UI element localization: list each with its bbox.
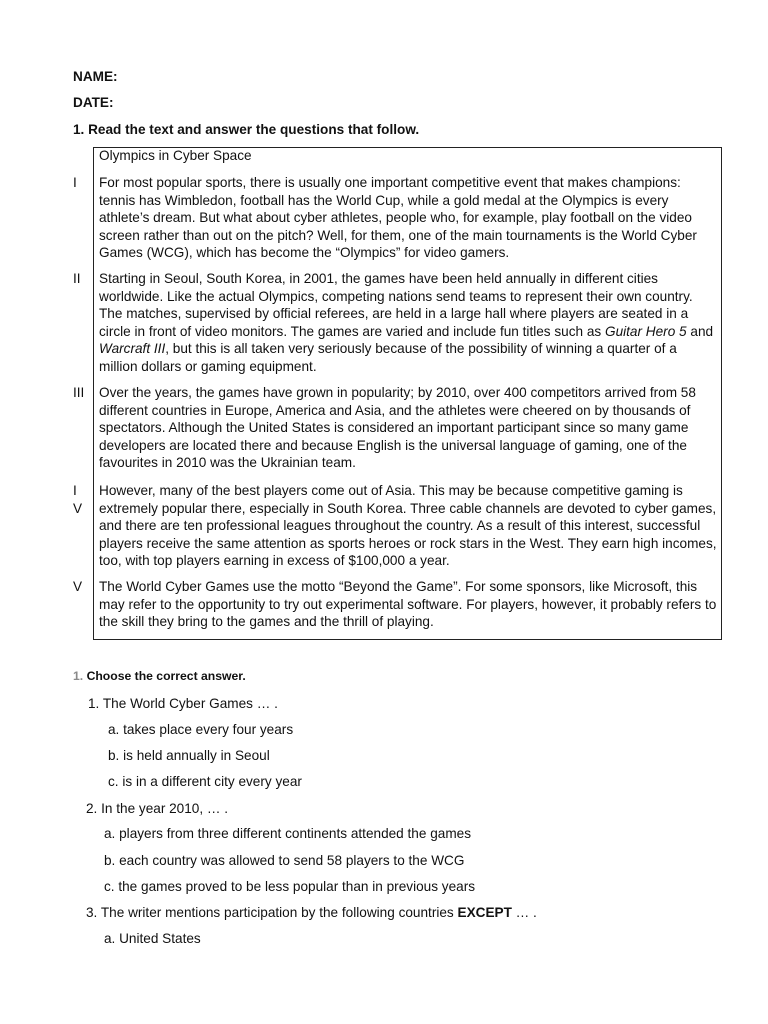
paragraph-5: The World Cyber Games use the motto “Beyond the Game”. For some sponsors, like Microsoft, this may refer to the opportunity to try out experimental software. For players, however, it probably refers to the skill they bring to the games and the thrill of playing. [99, 579, 717, 630]
section-number: 1. [73, 669, 84, 683]
question-2: 2. In the year 2010, … . [86, 801, 229, 816]
question-2-option-b[interactable]: b. each country was allowed to send 58 players to the WCG [104, 853, 465, 868]
question-2-option-c[interactable]: c. the games proved to be less popular than in previous years [104, 879, 476, 894]
game-title-guitar-hero: Guitar Hero 5 [605, 323, 687, 339]
reading-instruction: 1. Read the text and answer the questions that follow. [73, 122, 420, 137]
question-3-emphasis: EXCEPT [457, 905, 512, 920]
paragraph-2 [99, 270, 717, 376]
question-3-option-a[interactable]: a. United States [104, 931, 201, 946]
paragraph-marker-2: II [73, 271, 81, 286]
section-heading-choose [73, 668, 246, 686]
paragraph-1: For most popular sports, there is usually one important competitive event that makes champions: tennis has Wimbledon, football has the World Cup, while a gold medal at the Olympics is every athlete’s dream. But what about cyber athletes, people who, for example, play football on the video screen rather than out on the pitch? Well, for them, one of the main tournaments is the World Cyber Games (WCG), which has become the “Olympics” for video gamers. [99, 175, 697, 261]
section-heading-text: Choose the correct answer. [86, 669, 246, 683]
question-1: 1. The World Cyber Games … . [88, 696, 278, 711]
question-3-stem-before: 3. The writer mentions participation by the following countries [86, 905, 458, 920]
name-label: NAME: [73, 69, 118, 84]
question-2-option-a[interactable]: a. players from three different continents attended the games [104, 826, 471, 841]
question-1-option-a[interactable]: a. takes place every four years [108, 722, 294, 737]
paragraph-2-text-and: and [686, 323, 714, 339]
paragraph-marker-5: V [73, 579, 83, 594]
paragraph-4: However, many of the best players come out of Asia. This may be because competitive gaming is extremely popular there, especially in South Korea. Three cable channels are devoted to cyber games, and there are ten professional leagues throughout the country. As a result of this interest, successful players receive the same attention as sports heroes or rock stars in the West. They earn high incomes, too, with top players earning in excess of $100,000 a year. [99, 483, 717, 569]
question-1-option-c[interactable]: c. is in a different city every year [108, 774, 302, 789]
paragraph-3: Over the years, the games have grown in popularity; by 2010, over 400 competitors arrived from 58 different countries in Europe, America and Asia, and the athletes were cheered on by thousands of spectators. Although the United States is considered an important participant since so many game developers are located there and because English is the universal language of gaming, one of the favourites in 2010 was the Ukrainian team. [99, 385, 696, 471]
passage-title: Olympics in Cyber Space [99, 148, 252, 163]
question-1-option-b[interactable]: b. is held annually in Seoul [108, 748, 270, 763]
question-3 [86, 904, 537, 922]
question-3-stem-after: … . [511, 905, 537, 920]
paragraph-2-text-before: Starting in Seoul, South Korea, in 2001, the games have been held annually in different cities worldwide. Like the actual Olympics, competing nations send teams to represent their own country. The matches, supervised by official referees, are held in a large hall where players are seated in a circle in front of video monitors. The games are varied and include fun titles such as [99, 271, 693, 339]
paragraph-marker-3: III [73, 385, 85, 400]
paragraph-2-text-after: , but this is all taken very seriously because of the possibility of winning a quarter of a million dollars or gaming equipment. [99, 341, 677, 374]
game-title-warcraft: Warcraft III [99, 341, 166, 357]
date-label: DATE: [73, 95, 114, 110]
paragraph-marker-4: I V [73, 483, 83, 516]
paragraph-marker-1: I [73, 175, 77, 190]
